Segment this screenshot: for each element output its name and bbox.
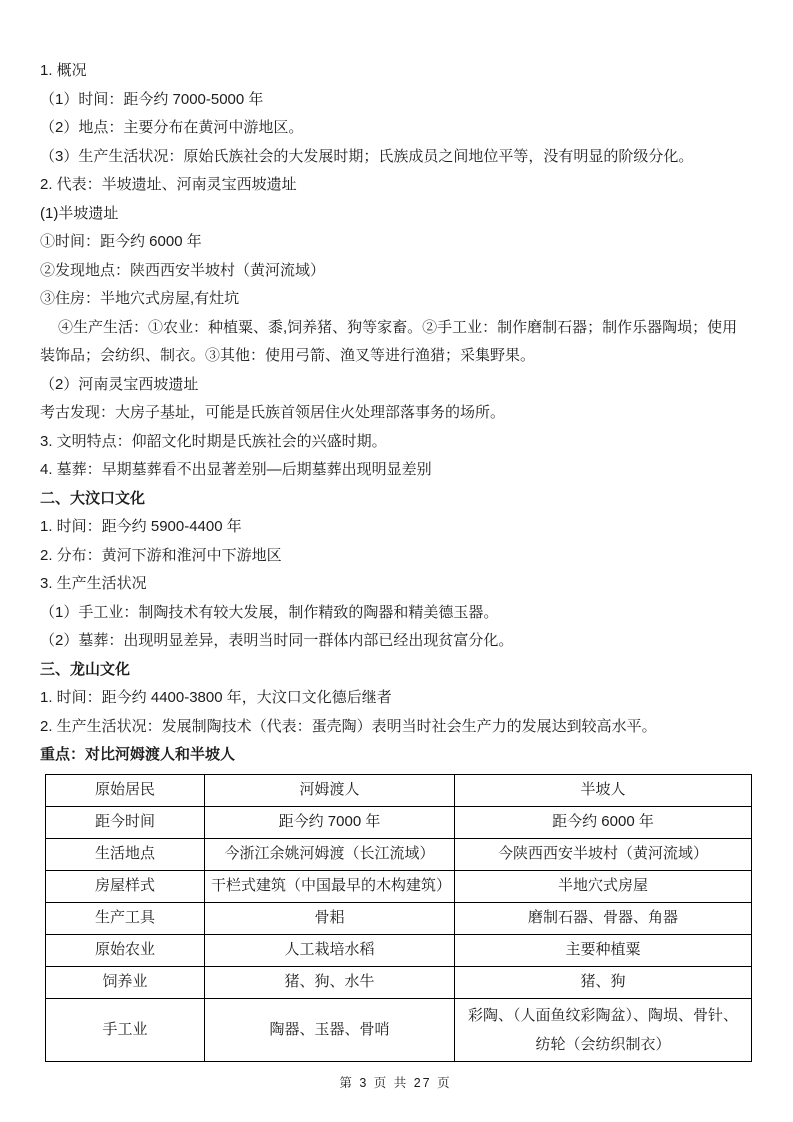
doc-line: 4. 墓葬：早期墓葬看不出显著差别—后期墓葬出现明显差别: [40, 461, 432, 478]
table-row: [46, 870, 752, 902]
table-cell: 猪、狗、水牛: [205, 966, 455, 998]
doc-line: （2）河南灵宝西坡遗址: [40, 375, 199, 393]
doc-line: 考古发现：大房子基址，可能是氏族首领居住火处理部落事务的场所。: [40, 404, 506, 421]
table-header-cell: 原始居民: [46, 774, 205, 806]
table-row: [46, 806, 752, 838]
table-cell: 原始农业: [46, 934, 205, 966]
doc-line: 3. 文明特点：仰韶文化时期是氏族社会的兴盛时期。: [40, 432, 387, 450]
table-cell: 干栏式建筑（中国最早的木构建筑）: [205, 870, 455, 902]
table-cell: 距今约 6000 年: [455, 806, 752, 838]
table-cell: 生产工具: [46, 902, 205, 934]
table-row: [46, 838, 752, 870]
table-row: [46, 998, 752, 1061]
section-heading-dawenkou: 二、大汶口文化: [40, 489, 146, 507]
table-cell: 距今约 7000 年: [205, 806, 455, 838]
doc-line: ①时间：距今约 6000 年: [40, 233, 202, 250]
doc-line: (1)半坡遗址: [40, 204, 119, 222]
doc-line: ③住房：半地穴式房屋,有灶坑: [40, 290, 240, 307]
table-title: 重点：对比河姆渡人和半坡人: [40, 746, 236, 763]
doc-line: ④生产生活：①农业：种植粟、黍,饲养猪、狗等家畜。②手工业：制作磨制石器；制作乐器陶埙；使用装饰品；会纺织、制衣。③其他：使用弓箭、渔叉等进行渔猎；采集野果。: [40, 318, 738, 364]
table-cell: 陶器、玉器、骨哨: [205, 998, 455, 1061]
table-cell: 骨耜: [205, 902, 455, 934]
table-cell: 磨制石器、骨器、角器: [455, 902, 752, 934]
table-cell: 彩陶、（人面鱼纹彩陶盆）、陶埙、骨针、纺轮（会纺织制衣）: [455, 998, 752, 1061]
doc-line: 2. 分布：黄河下游和淮河中下游地区: [40, 546, 282, 564]
doc-line: 1. 时间：距今约 5900-4400 年: [40, 518, 242, 535]
table-cell: 生活地点: [46, 838, 205, 870]
table-cell: 房屋样式: [46, 870, 205, 902]
doc-line: 2. 代表：半坡遗址、河南灵宝西坡遗址: [40, 176, 297, 193]
table-cell: 今陕西西安半坡村（黄河流域）: [455, 838, 752, 870]
doc-line: （1）手工业：制陶技术有较大发展，制作精致的陶器和精美德玉器。: [40, 603, 499, 621]
doc-line: 3. 生产生活状况: [40, 575, 147, 592]
doc-line: （2）地点：主要分布在黄河中游地区。: [40, 119, 304, 136]
table-cell: 手工业: [46, 998, 205, 1061]
table-cell: 距今时间: [46, 806, 205, 838]
doc-line: 1. 时间：距今约 4400-3800 年，大汶口文化德后继者: [40, 689, 392, 706]
doc-line: 1. 概况: [40, 62, 87, 79]
table-cell: 半地穴式房屋: [455, 870, 752, 902]
section-heading-longshan: 三、龙山文化: [40, 660, 131, 678]
table-row: [46, 966, 752, 998]
table-cell: 主要种植粟: [455, 934, 752, 966]
doc-line: （3）生产生活状况：原始氏族社会的大发展时期；氏族成员之间地位平等，没有明显的阶级分化。: [40, 147, 694, 165]
table-cell: 猪、狗: [455, 966, 752, 998]
doc-line: （1）时间：距今约 7000-5000 年: [40, 90, 264, 108]
comparison-table: [45, 774, 752, 1062]
table-row: [46, 902, 752, 934]
doc-line: ②发现地点：陕西西安半坡村（黄河流域）: [40, 261, 326, 279]
page-number: 第 3 页 共 27 页: [339, 1075, 452, 1090]
table-cell: 人工栽培水稻: [205, 934, 455, 966]
table-header-cell: 河姆渡人: [205, 774, 455, 806]
doc-line: （2）墓葬：出现明显差异，表明当时同一群体内部已经出现贫富分化。: [40, 632, 514, 649]
table-header-cell: 半坡人: [455, 774, 752, 806]
table-header-row: [46, 774, 752, 806]
doc-line: 2. 生产生活状况：发展制陶技术（代表：蛋壳陶）表明当时社会生产力的发展达到较高水平。: [40, 717, 657, 735]
table-cell: 饲养业: [46, 966, 205, 998]
table-row: [46, 934, 752, 966]
table-cell: 今浙江余姚河姆渡（长江流域）: [205, 838, 455, 870]
